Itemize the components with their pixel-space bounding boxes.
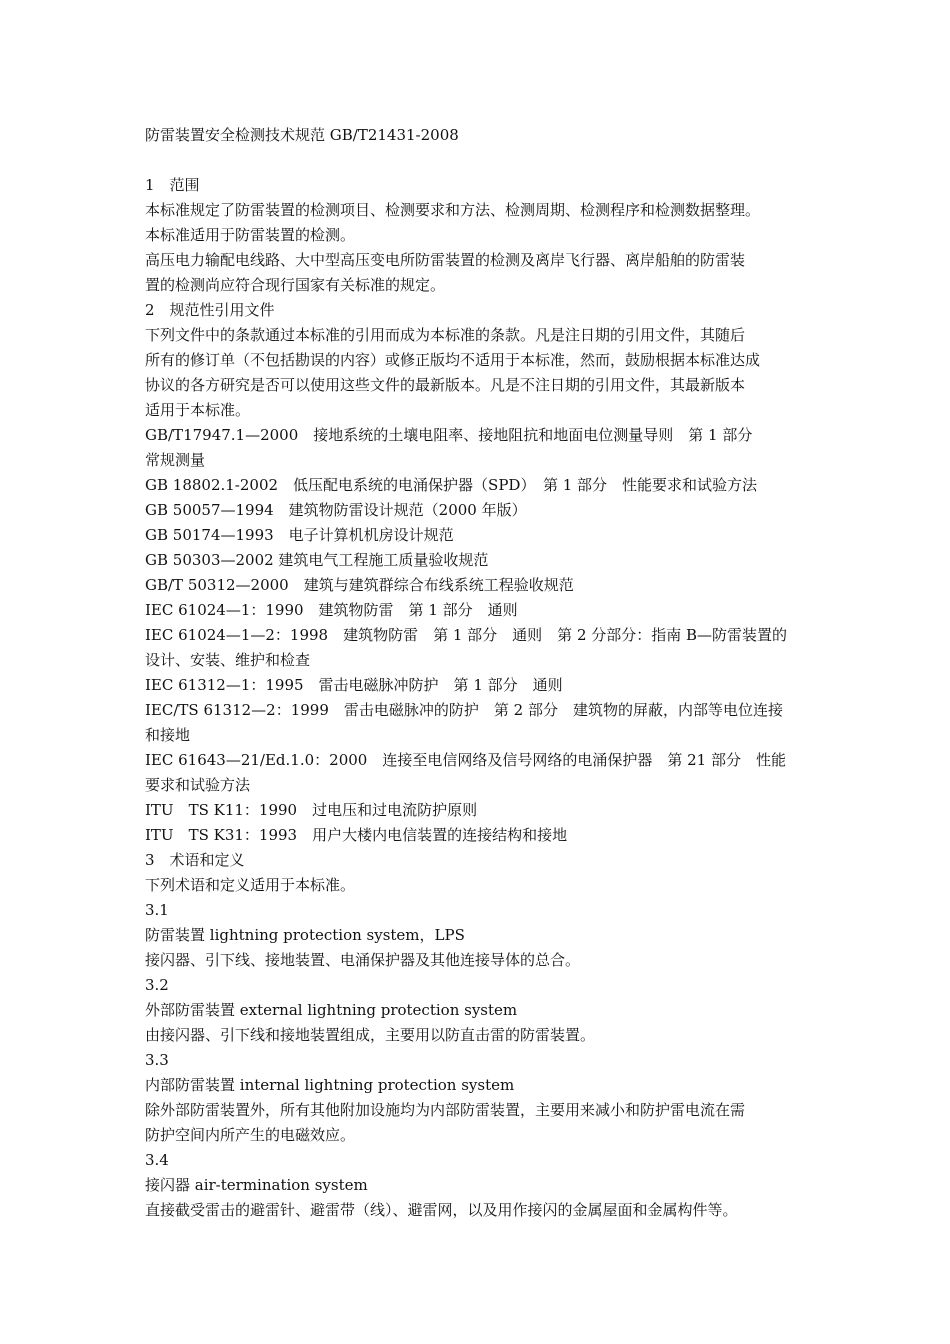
- paragraph-line: 本标准规定了防雷装置的检测项目、检测要求和方法、检测周期、检测程序和检测数据整理。: [145, 201, 761, 219]
- reference-line: IEC 61643—21/Ed.1.0：2000 连接至电信网络及信号网络的电涌保护器 第 21 部分 性能: [145, 751, 786, 769]
- reference-line: 和接地: [145, 726, 191, 744]
- paragraph-line: 置的检测尚应符合现行国家有关标准的规定。: [145, 276, 446, 294]
- reference-line: GB 50057—1994 建筑物防雷设计规范（2000 年版）: [145, 501, 527, 519]
- term-number: 3.3: [145, 1051, 169, 1069]
- reference-line: GB 18802.1-2002 低压配电系统的电涌保护器（SPD） 第 1 部分 性能要求和试验方法: [145, 476, 758, 494]
- reference-line: GB 50303—2002 建筑电气工程施工质量验收规范: [145, 551, 489, 569]
- paragraph-line: 所有的修订单（不包括勘误的内容）或修正版均不适用于本标准，然而，鼓励根据本标准达成: [145, 351, 761, 369]
- document-body: [145, 123, 811, 1223]
- section-heading-terms: 3 术语和定义: [145, 851, 245, 869]
- term-name: 外部防雷装置 external lightning protection system: [145, 1001, 518, 1019]
- paragraph-line: 协议的各方研究是否可以使用这些文件的最新版本。凡是不注日期的引用文件，其最新版本: [145, 376, 746, 394]
- term-definition: 防护空间内所产生的电磁效应。: [145, 1126, 356, 1144]
- paragraph-line: 本标准适用于防雷装置的检测。: [145, 226, 356, 244]
- reference-line: GB/T 50312—2000 建筑与建筑群综合布线系统工程验收规范: [145, 576, 574, 594]
- paragraph-line: 下列术语和定义适用于本标准。: [145, 876, 356, 894]
- term-name: 接闪器 air-termination system: [145, 1176, 368, 1194]
- paragraph-line: 高压电力输配电线路、大中型高压变电所防雷装置的检测及离岸飞行器、离岸船舶的防雷装: [145, 251, 746, 269]
- reference-line: 常规测量: [145, 451, 206, 469]
- reference-line: GB 50174—1993 电子计算机机房设计规范: [145, 526, 454, 544]
- reference-line: 设计、安装、维护和检查: [145, 651, 311, 669]
- paragraph-line: 适用于本标准。: [145, 401, 251, 419]
- document-title: 防雷装置安全检测技术规范 GB/T21431-2008: [145, 126, 459, 144]
- section-heading-scope: 1 范围: [145, 176, 200, 194]
- term-number: 3.1: [145, 901, 169, 919]
- reference-line: ITU TS K11：1990 过电压和过电流防护原则: [145, 801, 478, 819]
- reference-line: IEC 61312—1：1995 雷击电磁脉冲防护 第 1 部分 通则: [145, 676, 563, 694]
- reference-line: ITU TS K31：1993 用户大楼内电信装置的连接结构和接地: [145, 826, 568, 844]
- reference-line: IEC/TS 61312—2：1999 雷击电磁脉冲的防护 第 2 部分 建筑物的屏蔽，内部等电位连接: [145, 701, 783, 719]
- term-name: 防雷装置 lightning protection system，LPS: [145, 926, 465, 944]
- term-name: 内部防雷装置 internal lightning protection system: [145, 1076, 515, 1094]
- reference-line: GB/T17947.1—2000 接地系统的土壤电阻率、接地阻抗和地面电位测量导则 第 1 部分: [145, 426, 753, 444]
- reference-line: IEC 61024—1：1990 建筑物防雷 第 1 部分 通则: [145, 601, 518, 619]
- term-number: 3.4: [145, 1151, 169, 1169]
- term-definition: 由接闪器、引下线和接地装置组成，主要用以防直击雷的防雷装置。: [145, 1026, 596, 1044]
- term-number: 3.2: [145, 976, 169, 994]
- section-heading-normative-references: 2 规范性引用文件: [145, 301, 275, 319]
- reference-line: IEC 61024—1—2：1998 建筑物防雷 第 1 部分 通则 第 2 分部分：指南 B—防雷装置的: [145, 626, 788, 644]
- paragraph-line: 下列文件中的条款通过本标准的引用而成为本标准的条款。凡是注日期的引用文件，其随后: [145, 326, 746, 344]
- term-definition: 除外部防雷装置外，所有其他附加设施均为内部防雷装置，主要用来减小和防护雷电流在需: [145, 1101, 746, 1119]
- term-definition: 接闪器、引下线、接地装置、电涌保护器及其他连接导体的总合。: [145, 951, 581, 969]
- term-definition: 直接截受雷击的避雷针、避雷带（线）、避雷网，以及用作接闪的金属屋面和金属构件等。: [145, 1201, 738, 1219]
- reference-line: 要求和试验方法: [145, 776, 251, 794]
